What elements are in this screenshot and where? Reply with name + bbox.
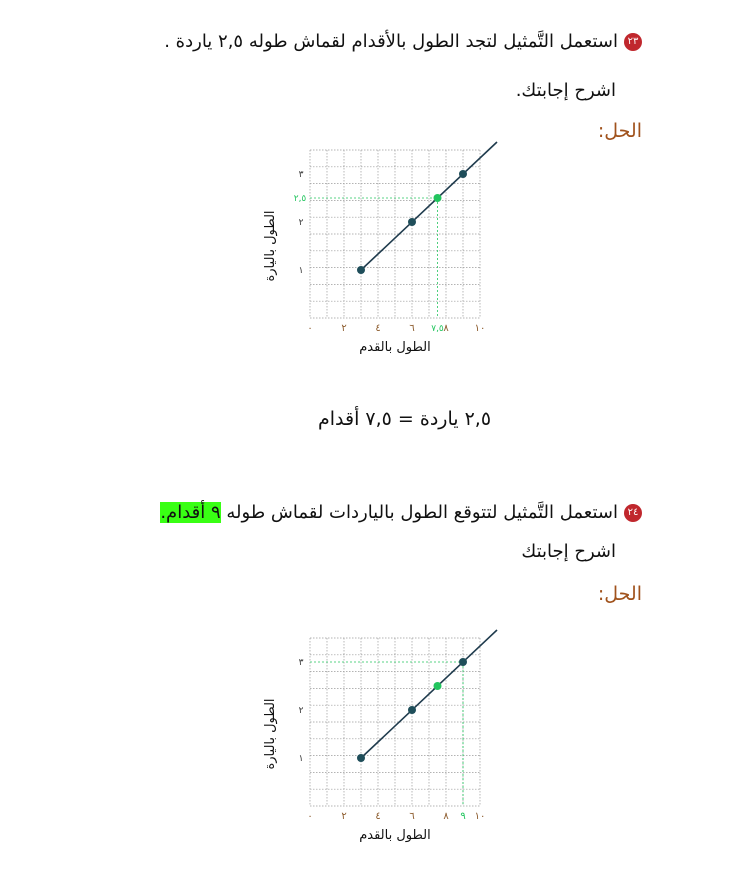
question-number-badge: ٢٤ [624, 504, 642, 522]
highlight-point [434, 682, 442, 690]
series-line [361, 630, 497, 758]
x-tick-label: ٦ [409, 811, 415, 822]
x-tick-label: ١٠ [474, 323, 486, 334]
solution-label: الحل: [597, 583, 642, 605]
question-number-badge: ٢٣ [624, 33, 642, 51]
y-tick-label: ٣ [298, 658, 304, 668]
x-tick-label: ٠ [307, 323, 313, 334]
y-axis-label: الطول باليارة [263, 210, 278, 282]
explain-prompt: اشرح إجابتك. [515, 80, 616, 101]
x-tick-label: ٤ [375, 323, 381, 334]
marker-x-label: ٩ [460, 811, 466, 822]
x-tick-label: ٢ [341, 323, 347, 334]
highlight-x-label: ٧,٥ [431, 324, 444, 334]
answer-text: ٢,٥ ياردة = ٧,٥ أقدام [318, 408, 492, 430]
question-text: استعمل التَّمثيل لتجد الطول بالأقدام لقماش طوله ٢,٥ ياردة . [164, 31, 618, 52]
y-tick-label: ١ [298, 754, 304, 764]
data-point [459, 658, 467, 666]
explain-prompt: اشرح إجابتك [521, 541, 616, 562]
x-tick-label: ٤ [375, 811, 381, 822]
question-text: استعمل التَّمثيل لتتوقع الطول بالياردات لقماش طوله [226, 502, 618, 523]
y-tick-label: ٢ [298, 218, 304, 228]
x-tick-label: ٨ [443, 323, 449, 334]
y-tick-label: ٢ [298, 706, 304, 716]
x-tick-label: ٦ [409, 323, 415, 334]
data-point [357, 754, 365, 762]
highlighted-text: ٩ أقدام. [160, 502, 221, 523]
y-tick-label: ١ [298, 266, 304, 276]
y-tick-label: ٣ [298, 170, 304, 180]
x-tick-label: ٠ [307, 811, 313, 822]
highlight-y-label: ٢,٥ [293, 194, 307, 204]
solution-label: الحل: [597, 120, 642, 142]
x-tick-label: ٨ [443, 811, 449, 822]
x-axis-label: الطول بالقدم [359, 828, 431, 843]
x-tick-label: ٢ [341, 811, 347, 822]
x-tick-label: ١٠ [474, 811, 486, 822]
data-point [408, 706, 416, 714]
y-axis-label: الطول باليارة [263, 698, 278, 770]
x-axis-label: الطول بالقدم [359, 340, 431, 355]
